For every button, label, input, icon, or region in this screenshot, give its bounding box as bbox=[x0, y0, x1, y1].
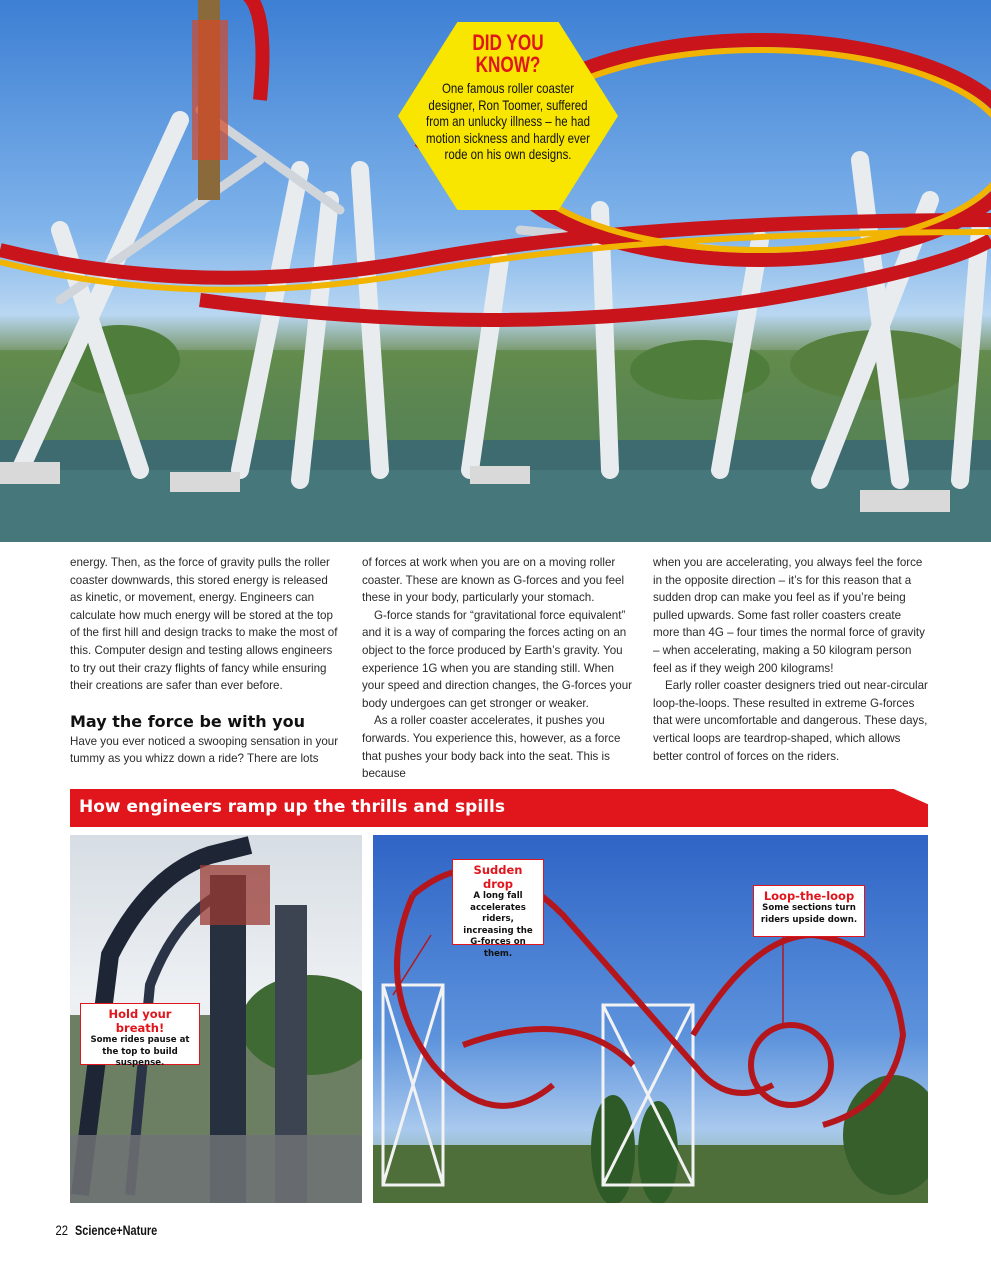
paragraph: energy. Then, as the force of gravity pulls the roller coaster downwards, this stored energy is released as kinetic, or movement, energy. Engineers can calculate how much energy will be stored at the top of the first hill and design tracks to make the most of this. Computer design and testing allows engineers to try out their crazy flights of fancy while ensuring their creations are safer than ever before. bbox=[70, 556, 338, 693]
photo-loop-coaster bbox=[373, 835, 928, 1203]
article-column-3 bbox=[653, 554, 928, 765]
callout-body: A long fall accelerates riders, increasing the G-forces on them. bbox=[463, 891, 533, 959]
did-you-know-box bbox=[398, 22, 618, 210]
magazine-brand: Science+Nature bbox=[75, 1222, 158, 1238]
hero-photo-roller-coaster bbox=[0, 0, 991, 542]
section-banner bbox=[70, 789, 928, 827]
did-you-know-title-line2: KNOW? bbox=[475, 52, 541, 77]
paragraph: of forces at work when you are on a moving roller coaster. These are known as G-forces and you feel these in your body, particularly your stomach. bbox=[362, 556, 625, 605]
paragraph: As a roller coaster accelerates, it pushes you forwards. You experience this, however, as a force that pushes your body back into the seat. This is because bbox=[362, 714, 621, 781]
article-column-2 bbox=[362, 554, 634, 783]
callout-title: Hold your breath! bbox=[108, 1007, 172, 1035]
callout-sudden-drop bbox=[452, 859, 544, 959]
paragraph: Have you ever noticed a swooping sensation in your tummy as you whizz down a ride? There are lots bbox=[70, 734, 339, 766]
photo-drop-tower bbox=[70, 835, 362, 1203]
callout-body: Some rides pause at the top to build suspense. bbox=[90, 1035, 190, 1068]
callout-hold-your-breath bbox=[80, 1003, 200, 1068]
callout-title: Sudden drop bbox=[473, 863, 523, 891]
did-you-know-title bbox=[422, 32, 594, 76]
article-column-1 bbox=[70, 554, 342, 768]
paragraph: G-force stands for “gravitational force equivalent” and it is a way of comparing the forces acting on an object to the force produced by Earth’s gravity. You experience 1G when you are standing still. When your speed and direction changes, the G-forces your body undergoes can get stronger or weaker. bbox=[362, 608, 633, 710]
did-you-know-text: One famous roller coaster designer, Ron Toomer, suffered from an unlucky illness – he had motion sickness and hardly ever rode on his own designs. bbox=[426, 80, 590, 162]
paragraph: when you are accelerating, you always feel the force in the opposite direction – it’s for this reason that a sudden drop can make you feel as if you’re being pulled upwards. Some fast roller coasters create more than 4G – four times the normal force of gravity – when accelerating, making a 50 kilogram person feel as if they weigh 200 kilograms! bbox=[653, 556, 925, 675]
section-heading: May the force be with you bbox=[70, 711, 305, 731]
page-footer bbox=[54, 1222, 181, 1238]
page-number: 22 bbox=[55, 1222, 69, 1238]
callout-loop-the-loop bbox=[753, 885, 865, 937]
callout-body: Some sections turn riders upside down. bbox=[760, 903, 858, 925]
did-you-know-title-line1: DID YOU bbox=[472, 30, 544, 55]
banner-title: How engineers ramp up the thrills and spills bbox=[79, 797, 505, 817]
paragraph: Early roller coaster designers tried out near-circular loop-the-loops. These resulted in extreme G-forces that were uncomfortable and dangerous. These days, vertical loops are teardrop-shaped, which allows better control of forces on the riders. bbox=[653, 679, 928, 763]
callout-title: Loop-the-loop bbox=[763, 889, 855, 903]
